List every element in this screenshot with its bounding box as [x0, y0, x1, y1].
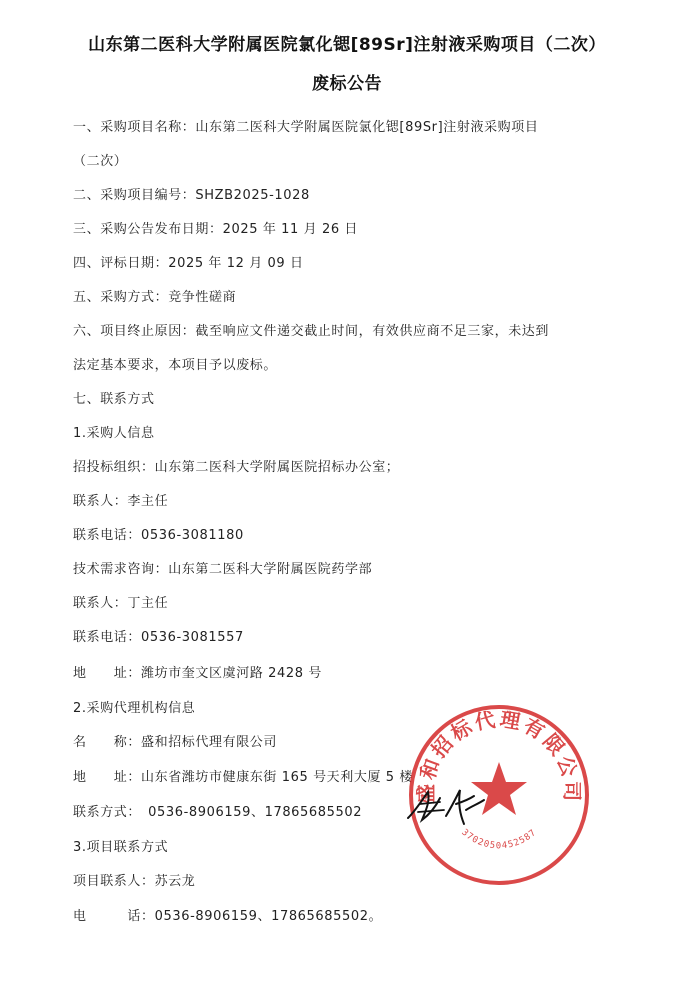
buyer-tech-consult: 技术需求咨询：山东第二医科大学附属医院药学部: [73, 562, 373, 577]
seal-text: 盛和招标代理有限公司: [413, 706, 585, 805]
item-project-name-cont: （二次）: [73, 154, 128, 169]
item-termination-reason: 六、项目终止原因：截至响应文件递交截止时间，有效供应商不足三家，未达到: [73, 324, 550, 339]
agency-contact: 联系方式： 0536-8906159、17865685502: [73, 805, 363, 820]
buyer-organization: 招投标组织：山东第二医科大学附属医院招标办公室；: [73, 460, 400, 475]
handwritten-signature: [400, 780, 495, 830]
item-contact-heading: 七、联系方式: [73, 392, 155, 407]
buyer-tech-phone: 联系电话：0536-3081557: [73, 630, 244, 645]
item-procurement-method: 五、采购方式：竞争性磋商: [73, 290, 237, 305]
item-publish-date: 三、采购公告发布日期：2025 年 11 月 26 日: [73, 222, 359, 237]
item-termination-reason-cont: 法定基本要求，本项目予以废标。: [73, 358, 278, 373]
seal-number: 3702050452587: [459, 827, 539, 852]
document-subtitle: 废标公告: [312, 74, 382, 94]
document-title: 山东第二医科大学附属医院氯化锶[89Sr]注射液采购项目（二次）: [88, 35, 606, 55]
buyer-address: 地 址：潍坊市奎文区虞河路 2428 号: [73, 666, 322, 681]
agency-address: 地 址：山东省潍坊市健康东街 165 号天利大厦 5 楼: [73, 770, 414, 785]
project-contact-person: 项目联系人：苏云龙: [73, 874, 196, 889]
item-evaluation-date: 四、评标日期：2025 年 12 月 09 日: [73, 256, 304, 271]
buyer-heading: 1.采购人信息: [73, 426, 155, 441]
agency-name: 名 称：盛和招标代理有限公司: [73, 735, 278, 750]
buyer-contact-person: 联系人：李主任: [73, 494, 169, 509]
project-phone: 电 话：0536-8906159、17865685502。: [73, 909, 383, 924]
item-project-name: 一、采购项目名称：山东第二医科大学附属医院氯化锶[89Sr]注射液采购项目: [73, 120, 539, 135]
agency-heading: 2.采购代理机构信息: [73, 701, 196, 716]
item-project-number: 二、采购项目编号：SHZB2025-1028: [73, 188, 310, 203]
buyer-phone: 联系电话：0536-3081180: [73, 528, 244, 543]
project-heading: 3.项目联系方式: [73, 840, 169, 855]
buyer-tech-contact: 联系人：丁主任: [73, 596, 169, 611]
